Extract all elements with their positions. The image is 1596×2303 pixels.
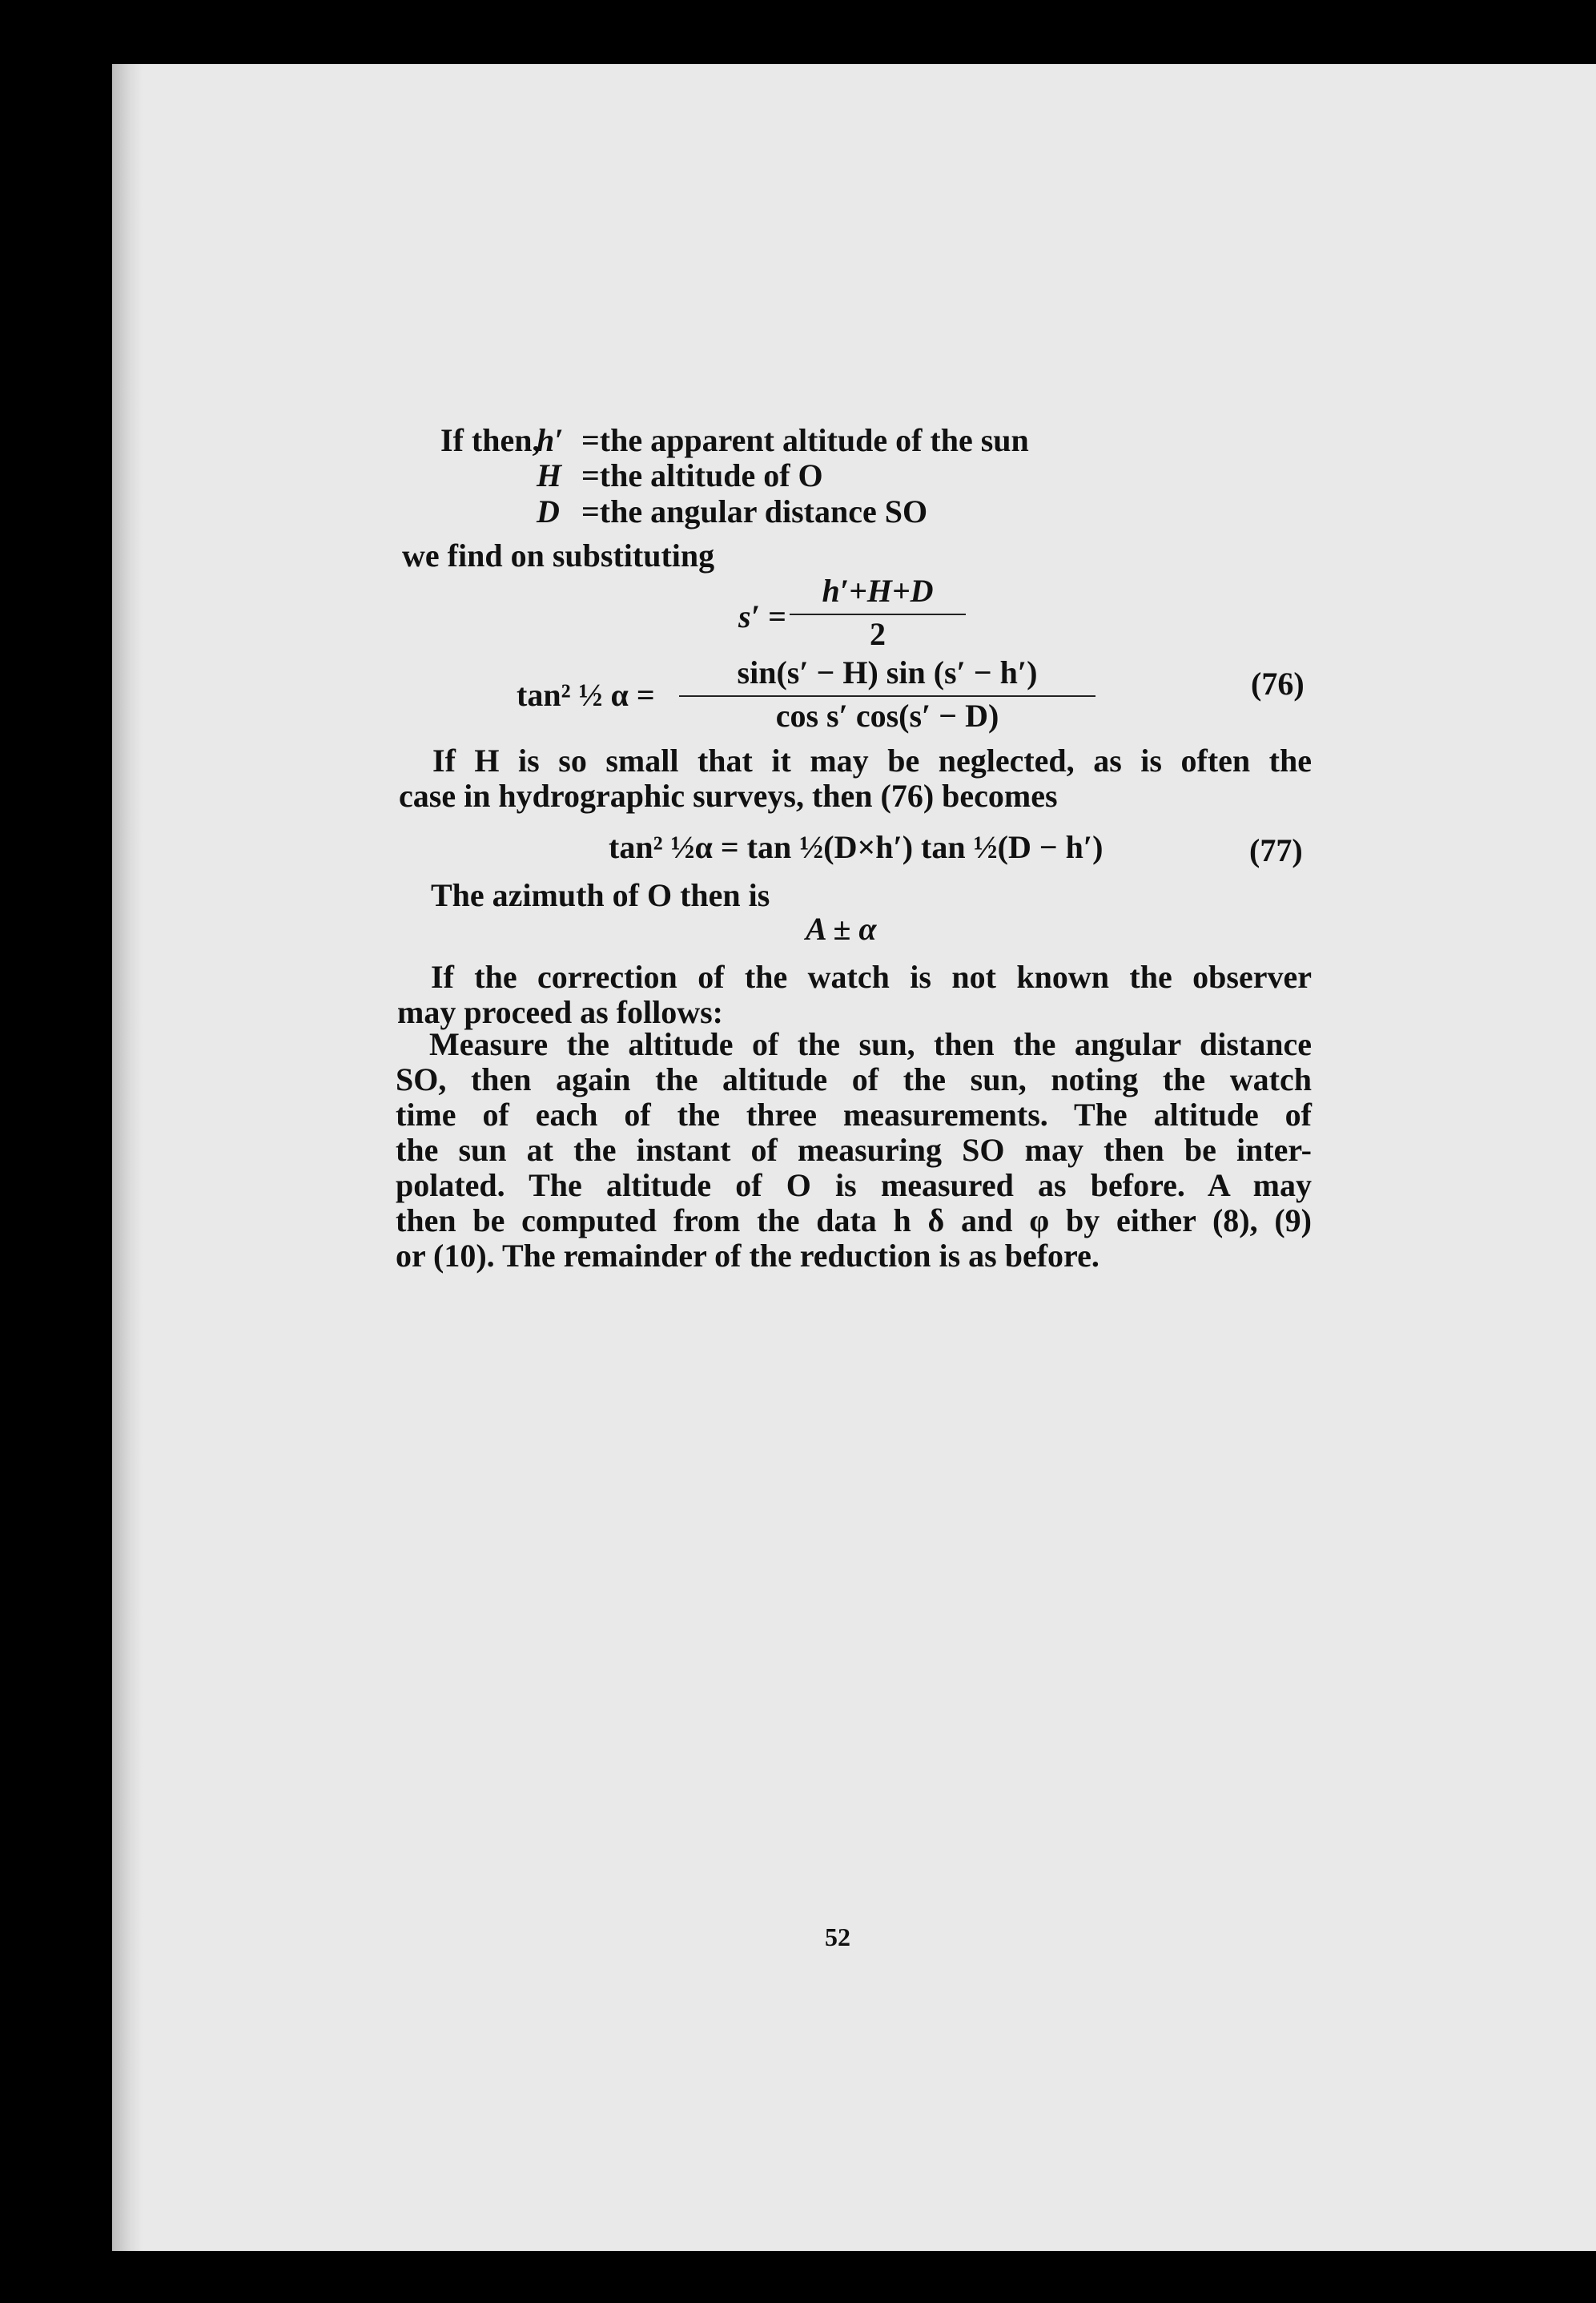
page-number: 52 — [825, 1923, 850, 1951]
definitions-intro: If then, — [440, 422, 541, 458]
book-page — [112, 64, 1596, 2251]
azimuth-line: The azimuth of O then is — [431, 877, 770, 913]
eq76-lhs: tan² ½ α = — [517, 677, 655, 713]
definition-symbol-h: h′ — [537, 422, 564, 458]
paragraph-3-line-2: SO, then again the altitude of the sun, noting the watch — [396, 1061, 1312, 1097]
definition-text-D: =the angular distance SO — [581, 493, 928, 529]
paragraph-3-line-7: or (10). The remainder of the reduction is as before. — [396, 1238, 1100, 1274]
definition-text-H: =the altitude of O — [581, 457, 823, 493]
eq-s-lhs: s′ = — [738, 598, 786, 634]
paragraph-3 — [396, 1027, 1312, 1274]
paragraph-2 — [397, 960, 1312, 1030]
definition-text-h: =the apparent altitude of the sun — [581, 422, 1029, 458]
definitions-after: we find on substituting — [402, 538, 715, 574]
eq-s-numerator: h′+H+D — [822, 573, 934, 609]
paragraph-3-line-4: the sun at the instant of measuring SO may then be inter- — [396, 1132, 1312, 1168]
paragraph-3-line-5: polated. The altitude of O is measured as before. A may — [396, 1167, 1312, 1203]
paragraph-3-line-1: Measure the altitude of the sun, then the angular distance — [429, 1026, 1312, 1062]
paragraph-3-line-3: time of each of the three measurements. The altitude of — [396, 1097, 1312, 1133]
azimuth-formula: A ± α — [806, 911, 877, 947]
eq76-fraction-bar — [679, 695, 1095, 697]
paragraph-2-line-2: may proceed as follows: — [397, 994, 723, 1030]
eq77-number: (77) — [1249, 832, 1303, 868]
eq76-number: (76) — [1251, 666, 1305, 702]
definition-symbol-H: H — [537, 457, 562, 493]
paragraph-1-line-2: case in hydrographic surveys, then (76) becomes — [399, 778, 1058, 814]
definition-symbol-D: D — [537, 493, 560, 529]
paragraph-1-line-1: If H is so small that it may be neglected, as is often the — [432, 743, 1312, 779]
paragraph-2-line-1: If the correction of the watch is not known the observer — [431, 959, 1312, 995]
eq76-numerator: sin(s′ − H) sin (s′ − h′) — [737, 654, 1038, 690]
book-binding-edge — [112, 64, 143, 2251]
eq76-denominator: cos s′ cos(s′ − D) — [775, 698, 999, 734]
eq77-formula: tan² ½α = tan ½(D×h′) tan ½(D − h′) — [609, 829, 1104, 865]
eq-s-fraction-bar — [790, 614, 966, 615]
eq-s-denominator: 2 — [870, 616, 886, 652]
paragraph-3-line-6: then be computed from the data h δ and φ by either (8), (9) — [396, 1202, 1312, 1238]
paragraph-1 — [399, 743, 1312, 814]
